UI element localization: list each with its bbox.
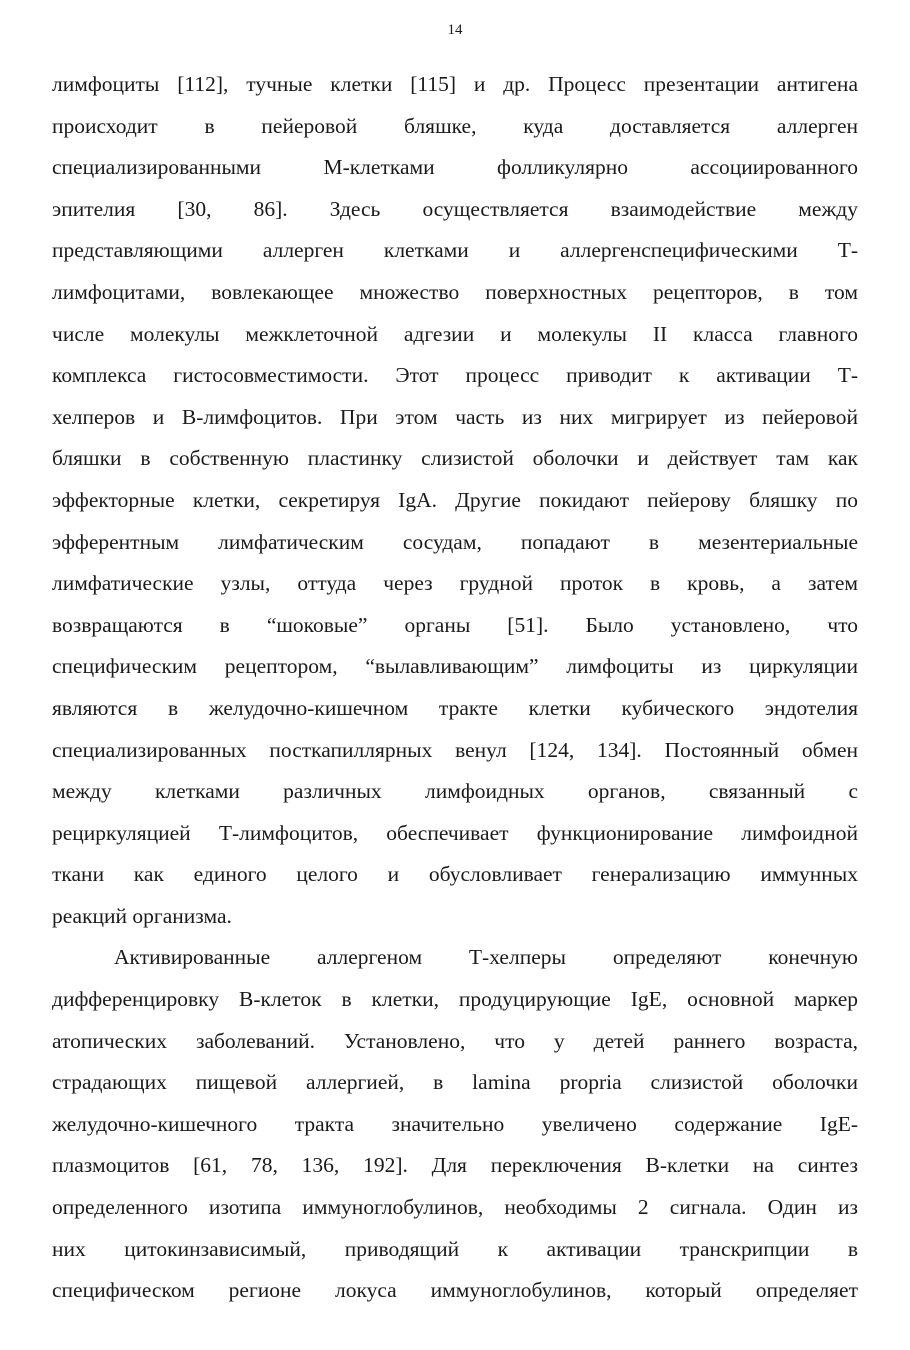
text-line: Активированные аллергеном Т-хелперы определяют конечную [114, 945, 858, 970]
text-line: происходит в пейеровой бляшке, куда доставляется аллерген [52, 113, 858, 138]
text-line: хелперов и В-лимфоцитов. При этом часть из них мигрирует из пейеровой [52, 404, 858, 429]
document-body [52, 64, 858, 1312]
text-line: дифференцировку В-клеток в клетки, продуцирующие IgE, основной маркер [52, 987, 858, 1012]
text-line: ткани как единого целого и обусловливает генерализацию иммунных [52, 862, 858, 887]
text-line: числе молекулы межклеточной адгезии и молекулы II класса главного [52, 321, 858, 346]
text-line: специфическом регионе локуса иммуноглобулинов, который определяет [52, 1278, 858, 1303]
text-line: бляшки в собственную пластинку слизистой оболочки и действует там как [52, 446, 858, 471]
text-line: плазмоцитов [61, 78, 136, 192]. Для переключения В-клетки на синтез [52, 1153, 858, 1178]
text-line: эффекторные клетки, секретируя IgA. Другие покидают пейерову бляшку по [52, 487, 858, 512]
text-line: лимфатические узлы, оттуда через грудной проток в кровь, а затем [52, 571, 858, 596]
text-line: эфферентным лимфатическим сосудам, попадают в мезентериальные [52, 529, 858, 554]
text-line: определенного изотипа иммуноглобулинов, необходимы 2 сигнала. Один из [52, 1195, 858, 1220]
text-line: реакций организма. [52, 903, 232, 928]
text-line: специализированными М-клетками фолликулярно ассоциированного [52, 155, 858, 180]
text-line: представляющими аллерген клетками и аллергенспецифическими Т- [52, 238, 858, 263]
paragraph [52, 64, 858, 937]
text-line: лимфоцитами, вовлекающее множество поверхностных рецепторов, в том [52, 279, 858, 304]
text-line: атопических заболеваний. Установлено, что у детей раннего возраста, [52, 1028, 858, 1053]
text-line: эпителия [30, 86]. Здесь осуществляется взаимодействие между [52, 196, 858, 221]
text-line: возвращаются в “шоковые” органы [51]. Было установлено, что [52, 612, 858, 637]
text-line: страдающих пищевой аллергией, в lamina propria слизистой оболочки [52, 1070, 858, 1095]
page-number: 14 [447, 22, 463, 38]
text-line: лимфоциты [112], тучные клетки [115] и др. Процесс презентации антигена [52, 72, 858, 96]
text-line: них цитокинзависимый, приводящий к активации транскрипции в [52, 1236, 858, 1261]
text-line: желудочно-кишечного тракта значительно увеличено содержание IgE- [52, 1111, 858, 1136]
text-line: специфическим рецептором, “вылавливающим” лимфоциты из циркуляции [52, 654, 858, 679]
paragraph [52, 937, 858, 1311]
text-line: рециркуляцией Т-лимфоцитов, обеспечивает функционирование лимфоидной [52, 820, 858, 845]
text-line: комплекса гистосовместимости. Этот процесс приводит к активации Т- [52, 363, 858, 388]
text-line: являются в желудочно-кишечном тракте клетки кубического эндотелия [52, 695, 858, 720]
text-line: между клетками различных лимфоидных органов, связанный с [52, 779, 858, 804]
text-line: специализированных посткапиллярных венул [124, 134]. Постоянный обмен [52, 737, 858, 762]
